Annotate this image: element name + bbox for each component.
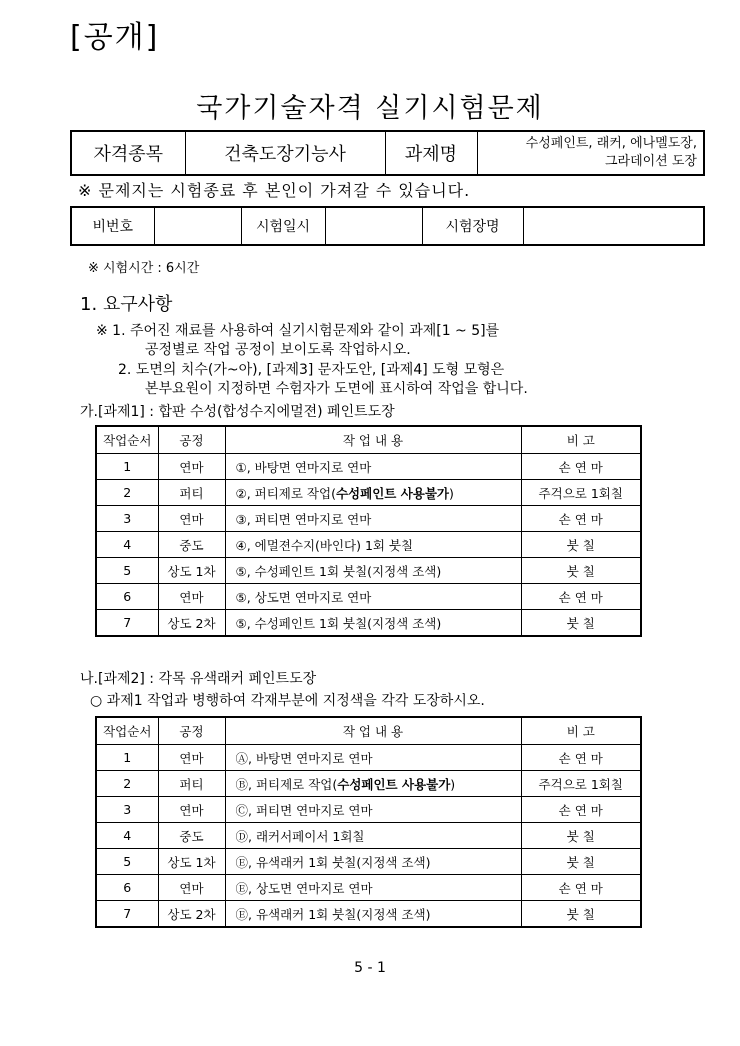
- table-row: [96, 849, 641, 875]
- row-process: 연마: [158, 584, 225, 610]
- task-name-value: [477, 131, 704, 175]
- row-order: 7: [96, 610, 158, 637]
- row-content-tail: ): [449, 485, 454, 501]
- date-field[interactable]: [325, 207, 422, 245]
- page-number: 5 - 1: [354, 960, 386, 976]
- row-content-bold: 수성페인트 사용불가: [337, 776, 451, 792]
- task-name-line2: 그라데이션 도장: [604, 154, 697, 169]
- row-content: [225, 532, 521, 558]
- table-row: [96, 823, 641, 849]
- number-label: 비번호: [71, 207, 154, 245]
- date-label: 시험일시: [241, 207, 325, 245]
- requirement-line-4: 본부요원이 지정하면 수험자가 도면에 표시하여 작업을 합니다.: [145, 381, 528, 397]
- table-row: [96, 506, 641, 532]
- row-order: 7: [96, 901, 158, 928]
- task2-table: [95, 716, 642, 928]
- row-content-text: Ⓐ, 바탕면 연마지로 연마: [235, 750, 373, 766]
- row-content-text: Ⓒ, 퍼티면 연마지로 연마: [235, 802, 373, 818]
- row-content: [225, 875, 521, 901]
- task2-subtitle: ○ 과제1 작업과 병행하여 각재부분에 지정색을 각각 도장하시오.: [90, 693, 485, 709]
- task2-title: 나.[과제2] : 각목 유색래커 페인트도장: [80, 671, 317, 687]
- row-content-text: Ⓔ, 유색래커 1회 붓칠(지정색 조색): [235, 854, 431, 870]
- row-content-text: ④, 에멀젼수지(바인다) 1회 붓칠: [235, 537, 414, 553]
- row-process: 상도 1차: [158, 558, 225, 584]
- exam-id-table: [70, 206, 705, 246]
- header-process: 공정: [158, 717, 225, 745]
- row-process: 중도: [158, 532, 225, 558]
- place-label: 시험장명: [422, 207, 523, 245]
- row-content: [225, 849, 521, 875]
- row-content-text: ②, 퍼티제로 작업(: [235, 485, 336, 501]
- row-content-text: ⑤, 수성페인트 1회 붓칠(지정색 조색): [235, 615, 442, 631]
- requirement-line-2: 공정별로 작업 공정이 보이도록 작업하시오.: [145, 342, 411, 358]
- task1-header-row: [96, 426, 641, 454]
- header-content: 작 업 내 용: [225, 426, 521, 454]
- table-row: [96, 745, 641, 771]
- row-note: 손 연 마: [521, 454, 641, 480]
- row-content: [225, 506, 521, 532]
- task1-table: [95, 425, 642, 637]
- task2-header-row: [96, 717, 641, 745]
- requirement-line-3: 2. 도면의 치수(가~아), [과제3] 문자도안, [과제4] 도형 모형은: [118, 362, 505, 378]
- row-content-bold: 수성페인트 사용불가: [335, 485, 449, 501]
- row-note: 붓 칠: [521, 823, 641, 849]
- row-content-text: Ⓑ, 퍼티제로 작업(: [235, 776, 338, 792]
- row-order: 4: [96, 532, 158, 558]
- row-note: 손 연 마: [521, 797, 641, 823]
- row-note: 손 연 마: [521, 745, 641, 771]
- row-order: 4: [96, 823, 158, 849]
- row-content: [225, 480, 521, 506]
- row-content-text: ①, 바탕면 연마지로 연마: [235, 459, 372, 475]
- row-order: 2: [96, 480, 158, 506]
- document-title: 국가기술자격 실기시험문제: [196, 93, 544, 124]
- qualification-label: 자격종목: [71, 131, 185, 175]
- header-order: 작업순서: [96, 426, 158, 454]
- qualification-value: 건축도장기능사: [185, 131, 385, 175]
- row-content: [225, 797, 521, 823]
- row-order: 3: [96, 797, 158, 823]
- table-row: [96, 901, 641, 928]
- table-row: [96, 610, 641, 637]
- row-content-text: ③, 퍼티면 연마지로 연마: [235, 511, 372, 527]
- table-row: [96, 532, 641, 558]
- row-content-tail: ): [450, 776, 456, 792]
- header-content: 작 업 내 용: [225, 717, 521, 745]
- public-tag: [공개]: [70, 20, 160, 55]
- table-row: [96, 480, 641, 506]
- row-process: 상도 1차: [158, 849, 225, 875]
- row-note: 주걱으로 1회칠: [521, 771, 641, 797]
- row-note: 붓 칠: [521, 558, 641, 584]
- qualification-table: [70, 130, 705, 176]
- row-process: 퍼티: [158, 771, 225, 797]
- table-row: [96, 771, 641, 797]
- table-row: [96, 797, 641, 823]
- row-order: 1: [96, 745, 158, 771]
- row-note: 붓 칠: [521, 849, 641, 875]
- number-field[interactable]: [154, 207, 241, 245]
- row-content: [225, 454, 521, 480]
- header-note: 비 고: [521, 717, 641, 745]
- row-note: 주걱으로 1회칠: [521, 480, 641, 506]
- row-process: 연마: [158, 745, 225, 771]
- requirement-line-1: ※ 1. 주어진 재료를 사용하여 실기시험문제와 같이 과제[1 ~ 5]를: [96, 323, 500, 339]
- row-process: 중도: [158, 823, 225, 849]
- row-process: 상도 2차: [158, 901, 225, 928]
- row-content: [225, 823, 521, 849]
- row-note: 붓 칠: [521, 901, 641, 928]
- row-process: 연마: [158, 797, 225, 823]
- row-content-text: Ⓔ, 유색래커 1회 붓칠(지정색 조색): [235, 906, 431, 922]
- task1-title: 가.[과제1] : 합판 수성(합성수지에멀젼) 페인트도장: [80, 404, 395, 420]
- row-content: [225, 771, 521, 797]
- table-row: [96, 558, 641, 584]
- row-content: [225, 584, 521, 610]
- row-order: 5: [96, 558, 158, 584]
- row-process: 연마: [158, 506, 225, 532]
- row-process: 연마: [158, 875, 225, 901]
- row-order: 6: [96, 875, 158, 901]
- task-name-label: 과제명: [385, 131, 477, 175]
- row-note: 손 연 마: [521, 875, 641, 901]
- row-process: 연마: [158, 454, 225, 480]
- row-note: 붓 칠: [521, 532, 641, 558]
- row-process: 퍼티: [158, 480, 225, 506]
- row-order: 2: [96, 771, 158, 797]
- header-note: 비 고: [521, 426, 641, 454]
- header-process: 공정: [158, 426, 225, 454]
- exam-time: ※ 시험시간 : 6시간: [88, 261, 200, 276]
- table-row: [96, 584, 641, 610]
- table-row: [96, 454, 641, 480]
- row-content-text: ⑤, 수성페인트 1회 붓칠(지정색 조색): [235, 563, 442, 579]
- row-content-text: ⑤, 상도면 연마지로 연마: [235, 589, 372, 605]
- row-order: 5: [96, 849, 158, 875]
- row-content: [225, 558, 521, 584]
- notice-text: ※ 문제지는 시험종료 후 본인이 가져갈 수 있습니다.: [78, 181, 471, 200]
- row-note: 손 연 마: [521, 506, 641, 532]
- row-content-text: Ⓓ, 래커서페이서 1회칠: [235, 828, 365, 844]
- row-process: 상도 2차: [158, 610, 225, 637]
- header-order: 작업순서: [96, 717, 158, 745]
- row-order: 3: [96, 506, 158, 532]
- row-order: 1: [96, 454, 158, 480]
- section-title: 1. 요구사항: [80, 294, 173, 315]
- table-row: [96, 875, 641, 901]
- row-content: [225, 745, 521, 771]
- place-field[interactable]: [523, 207, 704, 245]
- row-note: 붓 칠: [521, 610, 641, 637]
- row-note: 손 연 마: [521, 584, 641, 610]
- row-content: [225, 901, 521, 928]
- row-order: 6: [96, 584, 158, 610]
- task-name-line1: 수성페인트, 래커, 에나멜도장,: [525, 136, 697, 151]
- row-content-text: Ⓔ, 상도면 연마지로 연마: [235, 880, 373, 896]
- row-content: [225, 610, 521, 637]
